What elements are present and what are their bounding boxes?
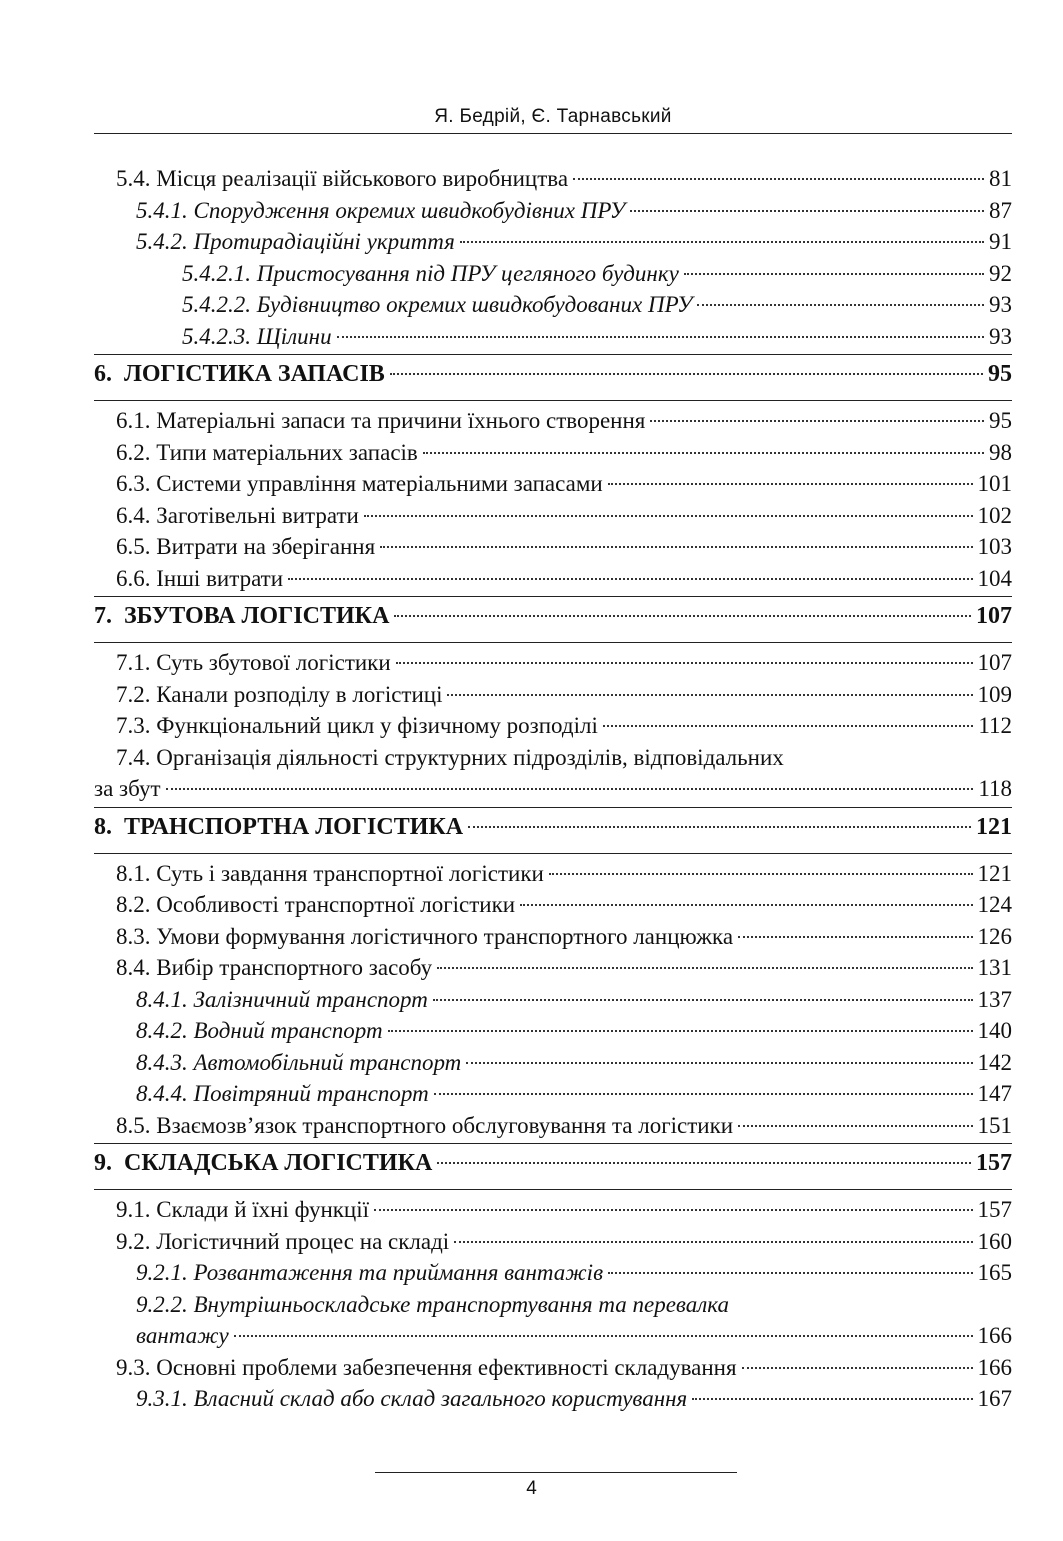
toc-page-number: 126: [977, 923, 1012, 949]
toc-page-number: 95: [989, 408, 1012, 433]
toc-entry-title: 6.2. Типи матеріальних запасів: [116, 439, 418, 465]
toc-page-number: 102: [977, 502, 1012, 528]
toc-entry-title: 8.4.4. Повітряний транспорт: [136, 1081, 429, 1106]
toc-row: [94, 858, 1012, 890]
toc-entry-title: 8.4.1. Залізничний транспорт: [136, 986, 428, 1012]
toc-row: [94, 952, 1012, 984]
dot-leader: [437, 967, 972, 969]
toc-row: [94, 1289, 1012, 1321]
toc-page-number: 160: [977, 1228, 1012, 1254]
toc-page-number: 157: [977, 1197, 1012, 1222]
dot-leader: [433, 999, 973, 1001]
toc-row: [94, 405, 1012, 437]
toc-row: [94, 226, 1012, 258]
toc-row: [94, 1352, 1012, 1384]
dot-leader: [454, 1241, 972, 1243]
dot-leader: [396, 662, 973, 664]
toc-page-number: 166: [977, 1354, 1012, 1380]
toc-page-number: 151: [977, 1112, 1012, 1138]
toc-page-number: 157: [976, 1150, 1012, 1176]
toc-row: [94, 163, 1012, 195]
toc-entry-title: 8. ТРАНСПОРТНА ЛОГІСТИКА: [94, 813, 464, 840]
toc-entry-title: 9. СКЛАДСЬКА ЛОГІСТИКА: [94, 1150, 433, 1176]
toc-row: [94, 500, 1012, 532]
toc-row: [94, 1194, 1012, 1226]
toc-row: [94, 258, 1012, 290]
dot-leader: [288, 578, 972, 580]
dot-leader: [549, 873, 973, 875]
dot-leader: [460, 241, 984, 243]
toc-page-number: 107: [977, 650, 1012, 675]
dot-leader: [650, 420, 984, 422]
toc-entry-title: за збут: [94, 776, 161, 801]
toc-page-number: 92: [989, 260, 1012, 286]
toc-entry-title: 9.1. Склади й їхні функції: [116, 1197, 370, 1222]
toc-entry-title: 8.4.2. Водний транспорт: [136, 1018, 383, 1043]
toc-page-number: 142: [977, 1049, 1012, 1075]
toc-entry-title: 7.4. Організація діяльності структурних підрозділів, відповідальних: [116, 744, 784, 770]
toc-entry-title: 7.2. Канали розподілу в логістиці: [116, 681, 443, 707]
toc-row: [94, 468, 1012, 500]
toc-row: [94, 984, 1012, 1016]
toc-entry-title: 6.5. Витрати на зберігання: [116, 534, 376, 559]
toc-entry-title: 8.4.3. Автомобільний транспорт: [136, 1049, 462, 1075]
toc-entry-title: 7.3. Функціональний цикл у фізичному розподілі: [116, 713, 598, 738]
toc-page-number: 109: [977, 681, 1012, 707]
toc-chapter-row: [94, 807, 1012, 853]
toc-entry-title: 8.1. Суть і завдання транспортної логістики: [116, 860, 544, 886]
toc-entry-title: 9.2. Логістичний процес на складі: [116, 1228, 450, 1254]
toc-row: [94, 921, 1012, 953]
dot-leader: [234, 1335, 973, 1337]
toc-entry-title: 7.1. Суть збутової логістики: [116, 650, 391, 675]
toc-row: [94, 1383, 1012, 1415]
toc-page-number: 118: [978, 776, 1012, 801]
dot-leader: [374, 1209, 972, 1211]
dot-leader: [684, 273, 984, 275]
dot-leader: [447, 694, 972, 696]
dot-leader: [738, 936, 972, 938]
toc-row: [94, 889, 1012, 921]
toc-row: [94, 679, 1012, 711]
toc-page-number: 140: [977, 1018, 1012, 1043]
toc-page-number: 93: [989, 292, 1012, 317]
toc-page-number: 91: [989, 229, 1012, 254]
dot-leader: [742, 1367, 973, 1369]
toc-entry-title: 5.4.2.1. Пристосування під ПРУ цегляного будинку: [182, 260, 679, 286]
toc-row: [94, 195, 1012, 227]
dot-leader: [468, 826, 971, 828]
dot-leader: [608, 1272, 972, 1274]
toc-entry-title: 5.4.1. Спорудження окремих швидкобудівних ПРУ: [136, 197, 626, 223]
toc-row: [94, 710, 1012, 742]
toc-entry-title: 8.2. Особливості транспортної логістики: [116, 892, 516, 917]
toc-chapter-row: [94, 1143, 1012, 1189]
toc-page-number: 87: [989, 197, 1012, 223]
toc-page-number: 166: [977, 1323, 1012, 1348]
dot-leader: [573, 178, 984, 180]
toc-page-number: 101: [977, 471, 1012, 496]
toc-row: [94, 1257, 1012, 1289]
toc-row: [94, 437, 1012, 469]
toc-entry-title: 6.6. Інші витрати: [116, 565, 284, 591]
toc-page-number: 104: [977, 565, 1012, 591]
toc-page-number: 95: [988, 361, 1012, 387]
toc-row-continuation: [94, 773, 1012, 805]
table-of-contents: [94, 163, 1012, 1415]
toc-entry-title: 8.5. Взаємозв’язок транспортного обслуговування та логістики: [116, 1112, 734, 1138]
dot-leader: [390, 373, 983, 375]
toc-page-number: 137: [977, 986, 1012, 1012]
toc-entry-title: 6.3. Системи управління матеріальними запасами: [116, 471, 603, 496]
toc-row: [94, 1015, 1012, 1047]
toc-entry-title: 5.4. Місця реалізації військового виробництва: [116, 166, 569, 191]
dot-leader: [738, 1125, 972, 1127]
dot-leader: [388, 1030, 973, 1032]
dot-leader: [166, 788, 974, 790]
toc-row: [94, 1078, 1012, 1110]
page-number: 4: [526, 1478, 537, 1499]
toc-entry-title: 9.2.2. Внутрішньоскладське транспортування та перевалка: [136, 1291, 729, 1317]
toc-chapter-row: [94, 596, 1012, 642]
toc-row: [94, 1226, 1012, 1258]
toc-entry-title: 5.4.2. Протирадіаційні укриття: [136, 229, 455, 254]
dot-leader: [437, 1162, 971, 1164]
toc-row: [94, 321, 1012, 353]
toc-chapter-row: [94, 354, 1012, 400]
toc-row: [94, 647, 1012, 679]
toc-row: [94, 531, 1012, 563]
dot-leader: [364, 515, 973, 517]
toc-entry-title: 9.2.1. Розвантаження та приймання вантажів: [136, 1260, 604, 1285]
dot-leader: [394, 615, 971, 617]
toc-entry-title: 9.3.1. Власний склад або склад загального користування: [136, 1386, 688, 1411]
dot-leader: [692, 1398, 972, 1400]
toc-page-number: 167: [977, 1386, 1012, 1411]
toc-entry-title: вантажу: [136, 1323, 229, 1348]
toc-entry-title: 7. ЗБУТОВА ЛОГІСТИКА: [94, 603, 390, 629]
running-header: Я. Бедрій, Є. Тарнавський: [434, 106, 672, 127]
toc-page-number: 147: [977, 1081, 1012, 1106]
toc-row: [94, 563, 1012, 595]
footer-rule: [375, 1472, 737, 1473]
toc-entry-title: 5.4.2.2. Будівництво окремих швидкобудованих ПРУ: [182, 292, 693, 317]
toc-page-number: 93: [989, 323, 1012, 349]
toc-page-number: 112: [978, 713, 1012, 738]
toc-entry-title: 5.4.2.3. Щілини: [182, 323, 332, 349]
dot-leader: [423, 452, 984, 454]
toc-entry-title: 6.4. Заготівельні витрати: [116, 502, 359, 528]
toc-entry-title: 9.3. Основні проблеми забезпечення ефективності складування: [116, 1354, 737, 1380]
dot-leader: [434, 1093, 973, 1095]
toc-page-number: 107: [976, 603, 1012, 629]
dot-leader: [630, 210, 984, 212]
toc-row: [94, 1047, 1012, 1079]
toc-page-number: 103: [977, 534, 1012, 559]
header-rule: [94, 133, 1012, 134]
toc-entry-title: 6.1. Матеріальні запаси та причини їхнього створення: [116, 408, 646, 433]
toc-row-continuation: [94, 1320, 1012, 1352]
dot-leader: [466, 1062, 972, 1064]
toc-page-number: 81: [989, 166, 1012, 191]
toc-page-number: 124: [977, 892, 1012, 917]
dot-leader: [380, 546, 972, 548]
toc-page-number: 98: [989, 439, 1012, 465]
toc-page-number: 121: [976, 813, 1012, 840]
dot-leader: [337, 336, 984, 338]
toc-entry-title: 6. ЛОГІСТИКА ЗАПАСІВ: [94, 361, 385, 387]
toc-page-number: 165: [977, 1260, 1012, 1285]
dot-leader: [697, 304, 984, 306]
dot-leader: [608, 483, 973, 485]
toc-page-number: 131: [977, 955, 1012, 980]
toc-entry-title: 8.3. Умови формування логістичного транспортного ланцюжка: [116, 923, 734, 949]
toc-row: [94, 289, 1012, 321]
dot-leader: [603, 725, 973, 727]
toc-row: [94, 1110, 1012, 1142]
toc-row: [94, 742, 1012, 774]
dot-leader: [520, 904, 972, 906]
toc-page-number: 121: [977, 860, 1012, 886]
toc-entry-title: 8.4. Вибір транспортного засобу: [116, 955, 433, 980]
